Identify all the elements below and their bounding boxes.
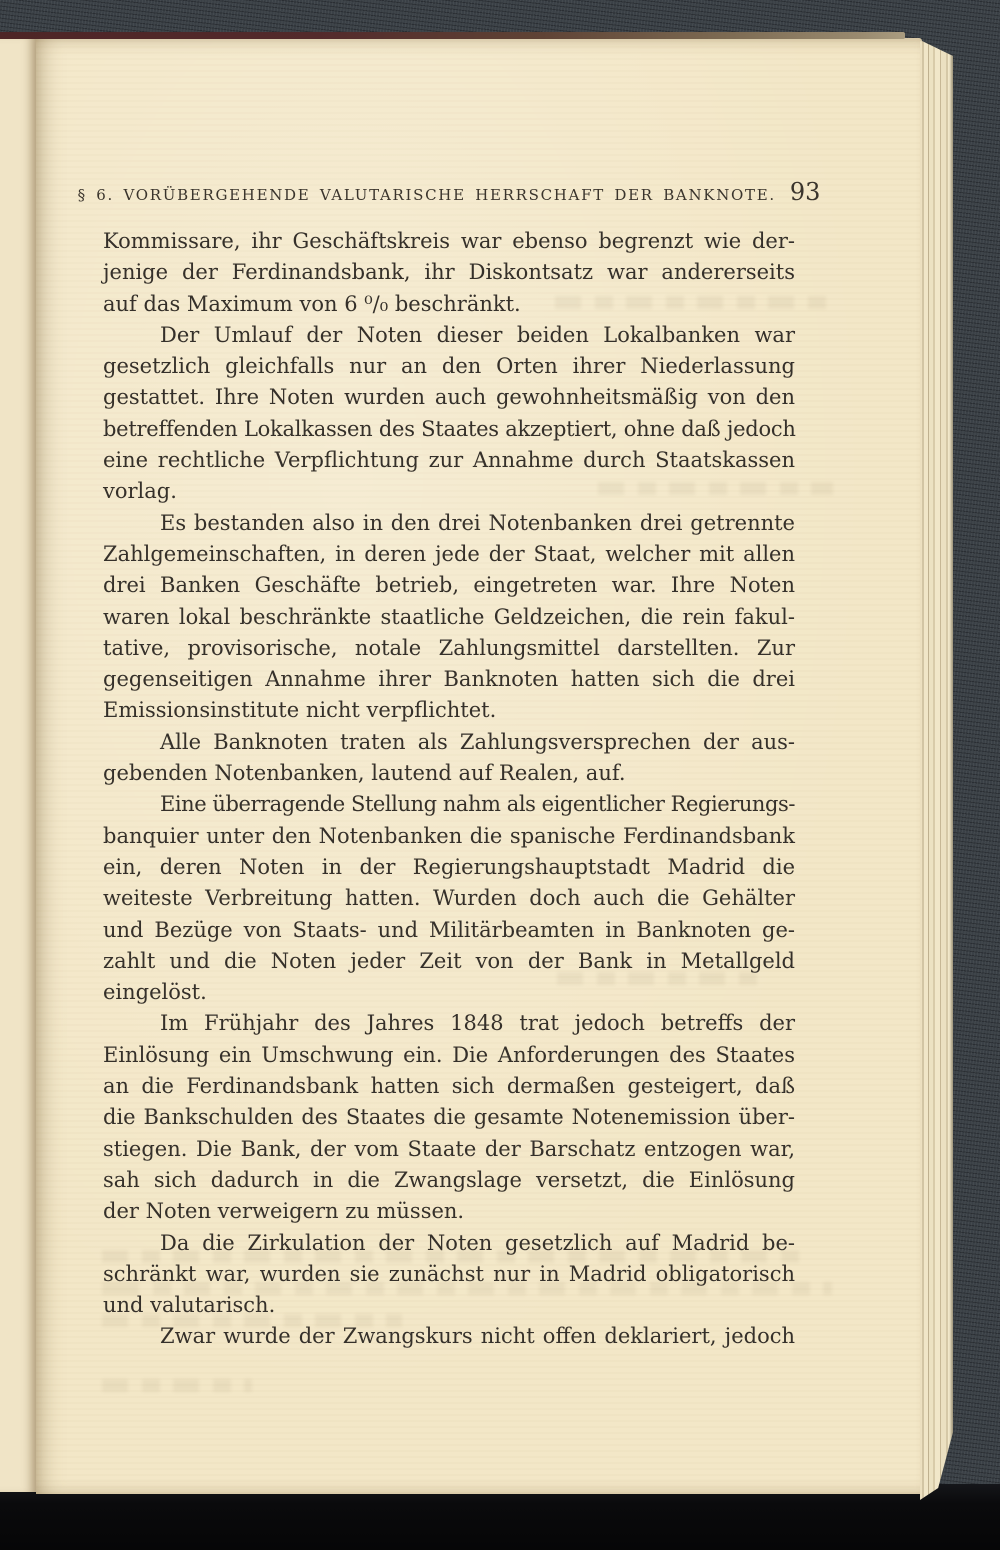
text-line: eine rechtliche Verpflichtung zur Annahme durch Staatskassen [103,448,795,473]
text-line: Es bestanden also in den drei Notenbanken drei getrennte [160,510,795,535]
chapter-title: VORÜBERGEHENDE VALUTARISCHE HERRSCHAFT DER BANKNOTE. [123,186,776,204]
text-line: Zahlgemeinschaften, in deren jede der Staat, welcher mit allen [103,541,795,566]
text-line: und Bezüge von Staats- und Militärbeamten in Banknoten ge- [103,917,795,942]
text-line: Einlösung ein Umschwung ein. Die Anforderungen des Staates [103,1042,795,1067]
text-line: weiteste Verbreitung hatten. Wurden doch auch die Gehälter [103,886,795,911]
text-line: Emissionsinstitute nicht verpflichtet. [103,698,497,723]
text-line: die Bankschulden des Staates die gesamte Notenemission über- [103,1105,795,1130]
text-line: sah sich dadurch in die Zwangslage versetzt, die Einlösung [103,1167,795,1192]
text-line: Alle Banknoten traten als Zahlungsversprechen der aus- [160,729,795,754]
running-header [77,178,821,206]
text-line: tative, provisorische, notale Zahlungsmittel darstellten. Zur [103,635,795,660]
text-line: an die Ferdinandsbank hatten sich dermaßen gesteigert, daß [103,1074,795,1099]
page-number: 93 [789,178,821,206]
fore-edge-page-stack [920,40,953,1502]
text-line: schränkt war, wurden sie zunächst nur in Madrid obligatorisch [103,1261,795,1286]
text-line: gegenseitigen Annahme ihrer Banknoten hatten sich die drei [103,667,795,692]
page-paper [36,38,922,1494]
text-line: gebenden Notenbanken, lautend auf Realen, auf. [103,761,626,786]
text-line: Da die Zirkulation der Noten gesetzlich auf Madrid be- [160,1230,795,1255]
text-line: und valutarisch. [103,1293,276,1318]
text-line: auf das Maximum von 6 ⁰/₀ beschränkt. [103,291,521,316]
opposite-page-edge [0,38,37,1492]
text-line: der Noten verweigern zu müssen. [103,1199,465,1224]
text-line: ein, deren Noten in der Regierungshauptstadt Madrid die [103,854,795,879]
text-line: gesetzlich gleichfalls nur an den Orten ihrer Niederlassung [103,354,795,379]
text-line: Kommissare, ihr Geschäftskreis war ebenso begrenzt wie der- [103,229,795,253]
section-mark: § 6. [77,186,115,204]
text-block [103,226,795,1353]
text-line: gestattet. Ihre Noten wurden auch gewohnheitsmäßig von den [103,385,795,410]
text-line: vorlag. [103,479,177,504]
text-line: waren lokal beschränkte staatliche Geldzeichen, die rein fakul- [103,604,795,629]
bleedthrough-smudge [102,1379,252,1392]
text-line: Zwar wurde der Zwangskurs nicht offen deklariert, jedoch [160,1324,795,1349]
text-line: eingelöst. [103,980,207,1005]
text-line: zahlt und die Noten jeder Zeit von der Bank in Metallgeld [103,948,795,973]
running-header-text [78,186,776,204]
text-line: jenige der Ferdinandsbank, ihr Diskontsatz war andererseits [103,260,795,285]
text-line: banquier unter den Notenbanken die spanische Ferdinandsbank [103,823,795,848]
text-line: stiegen. Die Bank, der vom Staate der Barschatz entzogen war, [103,1136,795,1161]
text-line: Eine überragende Stellung nahm als eigentlicher Regierungs- [160,792,795,817]
top-edge-stain [0,32,905,39]
text-line: Der Umlauf der Noten dieser beiden Lokalbanken war [160,322,795,347]
text-line: betreffenden Lokalkassen des Staates akzeptiert, ohne daß jedoch [103,416,796,441]
text-line: drei Banken Geschäfte betrieb, eingetreten war. Ihre Noten [103,573,795,598]
text-line: Im Frühjahr des Jahres 1848 trat jedoch betreffs der [160,1011,795,1036]
